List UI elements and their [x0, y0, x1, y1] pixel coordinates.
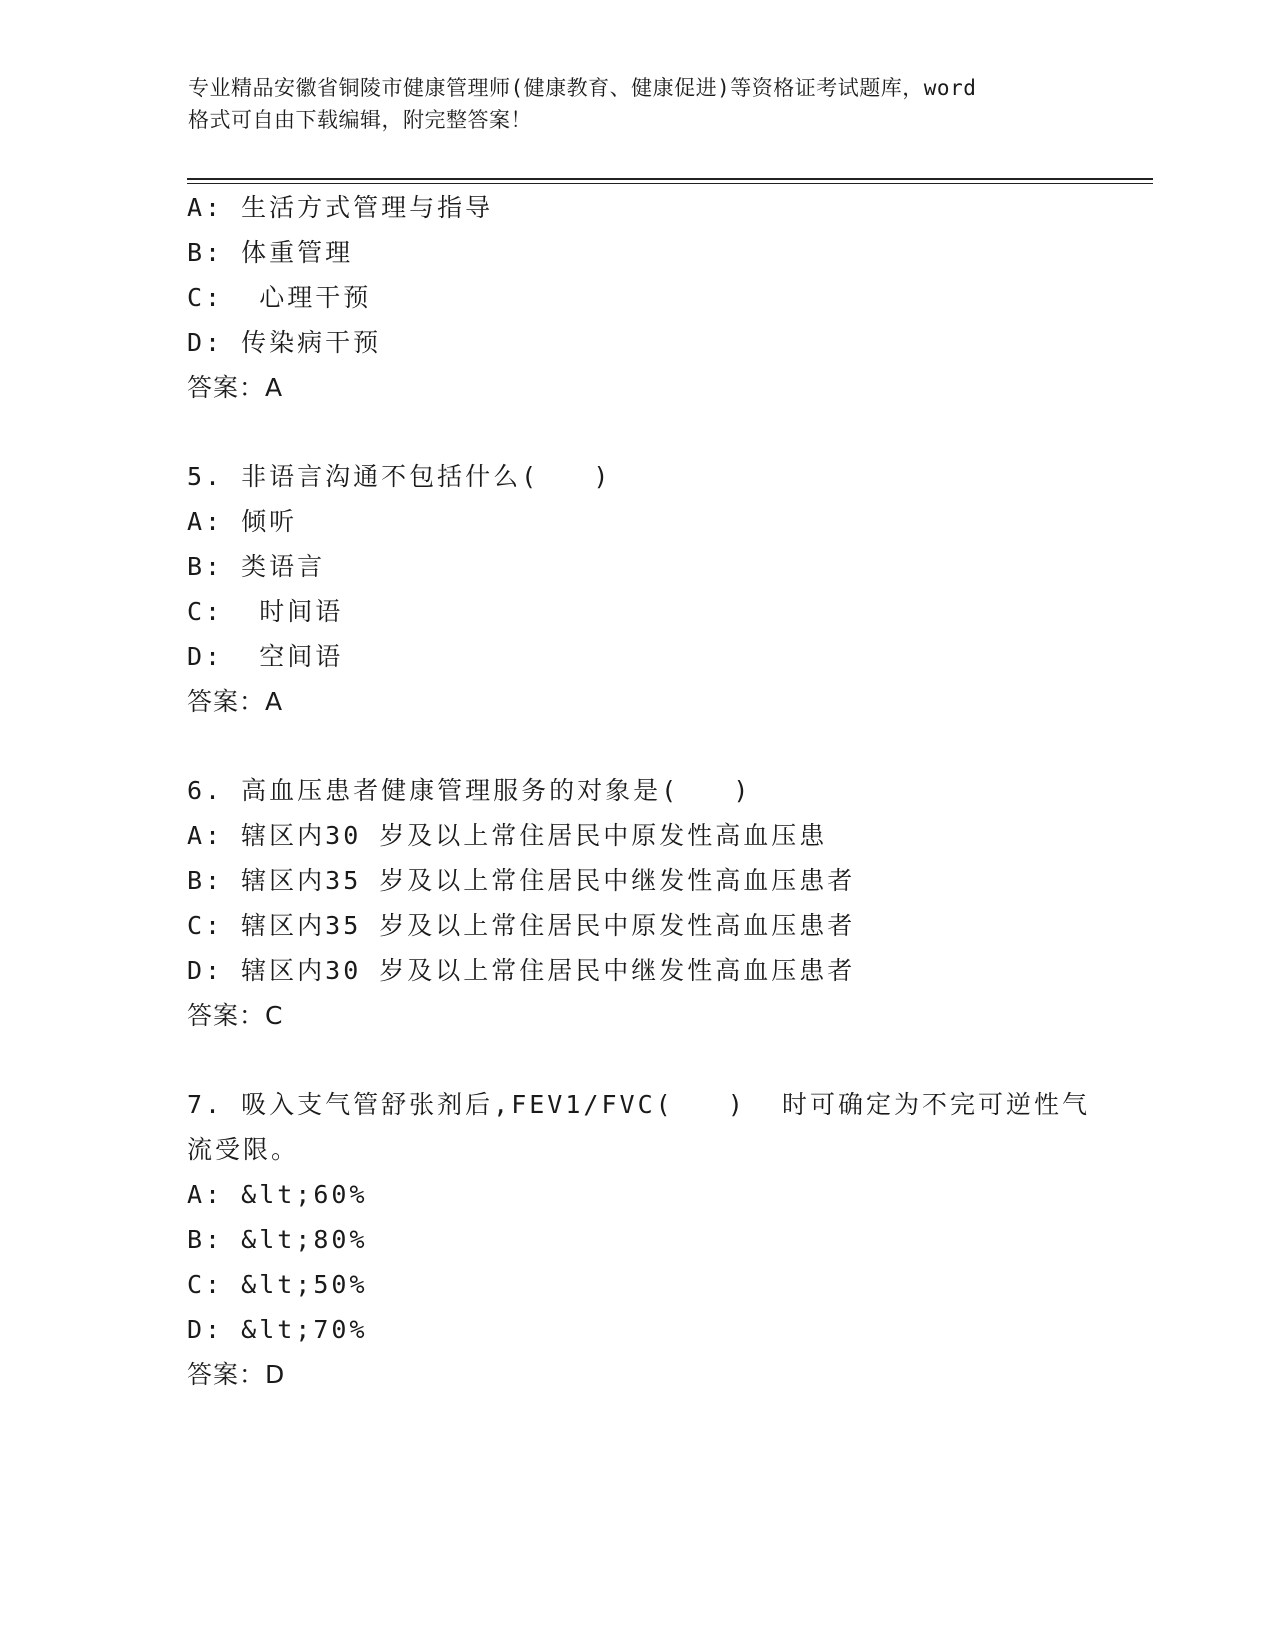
option-a: A: &lt;60%	[187, 1180, 368, 1209]
header-line-1: 专业精品安徽省铜陵市健康管理师(健康教育、健康促进)等资格证考试题库，word	[188, 76, 977, 100]
answer: 答案：C	[187, 1001, 284, 1030]
option-d: D: &lt;70%	[187, 1315, 368, 1344]
option-d: D: 辖区内30 岁及以上常住居民中继发性高血压患者	[187, 956, 856, 985]
option-d: D: 空间语	[187, 642, 344, 671]
option-c: C: 心理干预	[187, 283, 372, 312]
option-c: C: 辖区内35 岁及以上常住居民中原发性高血压患者	[187, 911, 856, 940]
option-a: A: 辖区内30 岁及以上常住居民中原发性高血压患	[187, 821, 828, 850]
option-b: B: &lt;80%	[187, 1225, 368, 1254]
option-d: D: 传染病干预	[187, 328, 382, 357]
document-header	[188, 72, 1088, 136]
header-line-2: 格式可自由下载编辑，附完整答案！	[188, 108, 532, 132]
option-c: C: 时间语	[187, 597, 344, 626]
answer: 答案：A	[187, 687, 284, 716]
option-b: B: 类语言	[187, 552, 326, 581]
answer: 答案：D	[187, 1360, 286, 1389]
option-c: C: &lt;50%	[187, 1270, 368, 1299]
answer: 答案：A	[187, 373, 284, 402]
option-a: A: 生活方式管理与指导	[187, 193, 494, 222]
option-b: B: 辖区内35 岁及以上常住居民中继发性高血压患者	[187, 866, 856, 895]
header-divider-thin	[187, 183, 1153, 184]
question-7-stem-line-1: 7. 吸入支气管舒张剂后,FEV1/FVC( ) 时可确定为不完可逆性气	[187, 1090, 1090, 1119]
option-b: B: 体重管理	[187, 238, 354, 267]
option-a: A: 倾听	[187, 507, 298, 536]
question-7-stem-line-2: 流受限。	[187, 1135, 300, 1164]
header-divider-thick	[187, 178, 1153, 180]
question-6-stem: 6. 高血压患者健康管理服务的对象是( )	[187, 776, 752, 805]
question-5-stem: 5. 非语言沟通不包括什么( )	[187, 462, 612, 491]
